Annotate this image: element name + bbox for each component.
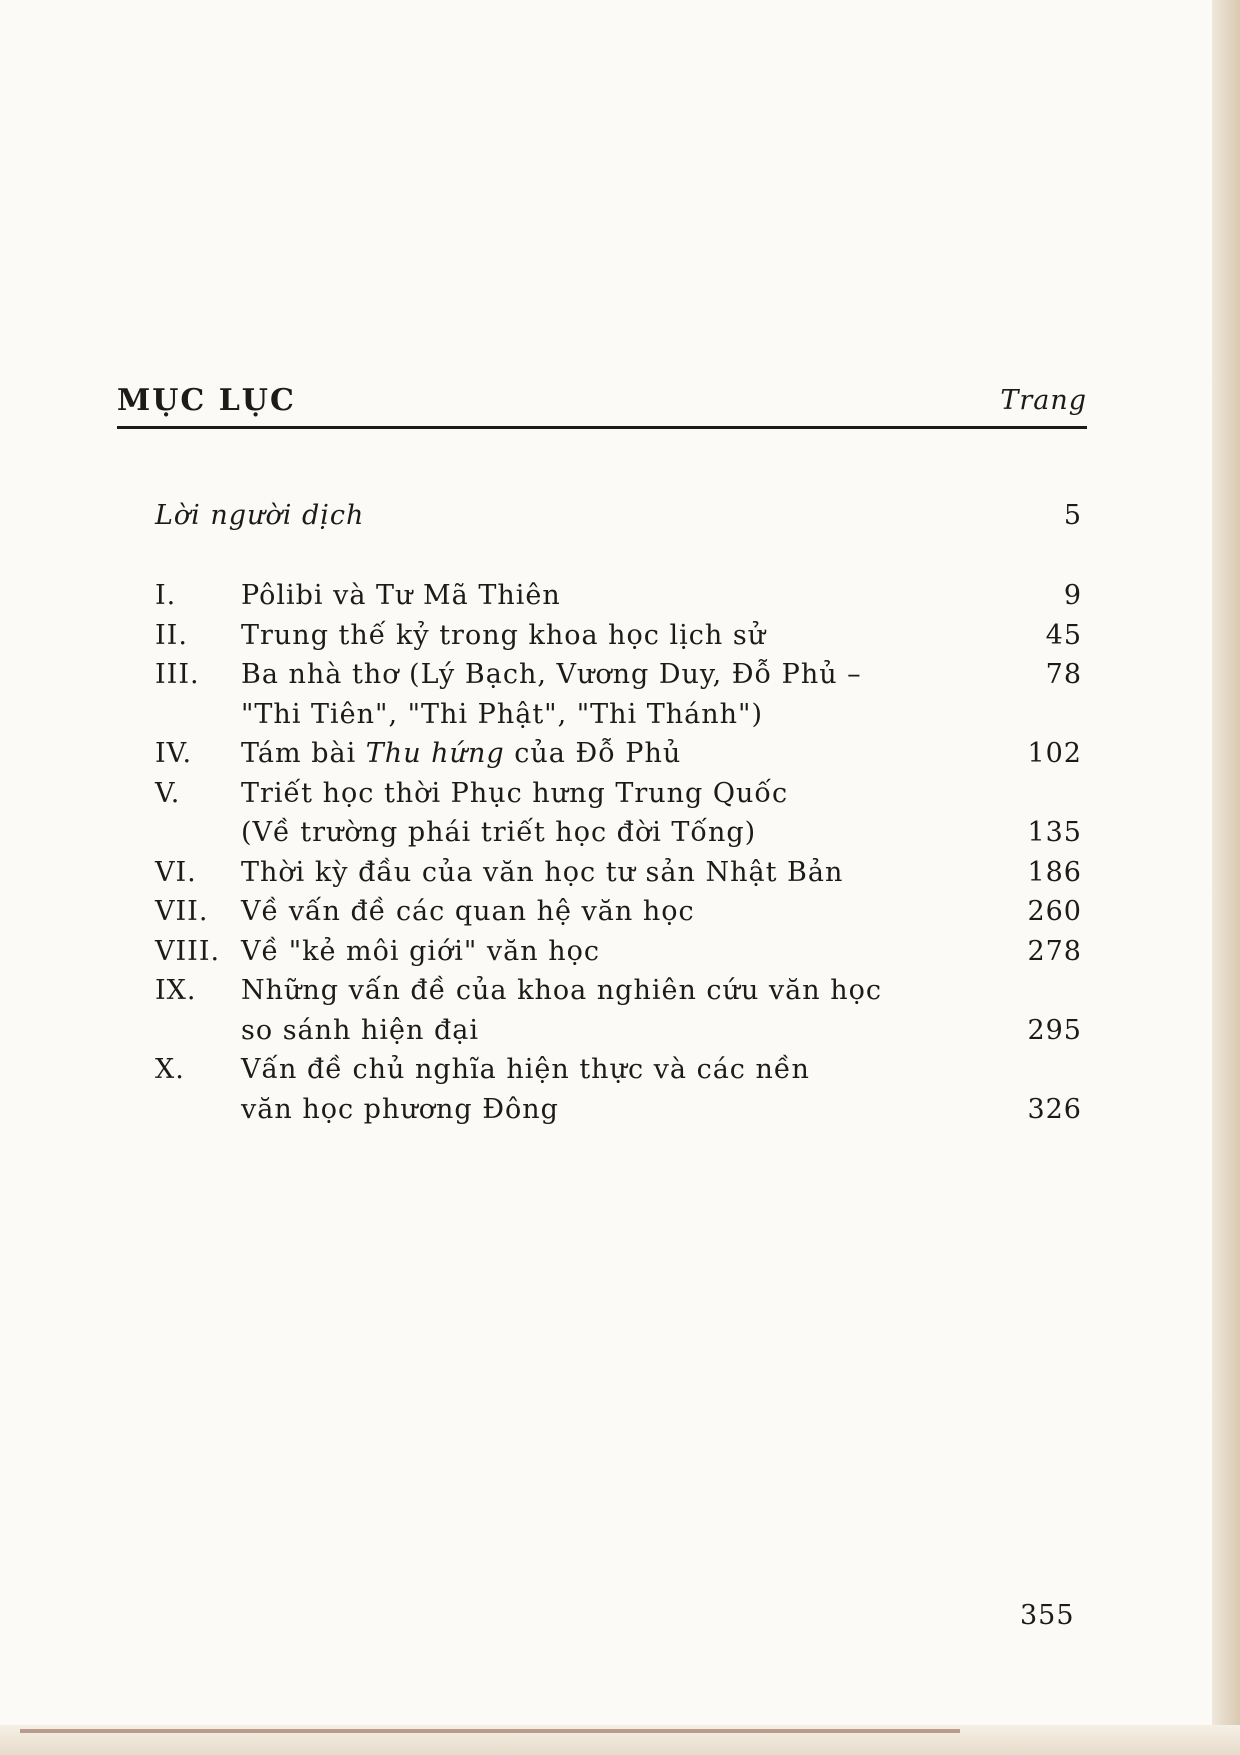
toc-entry (155, 975, 1087, 1054)
chapter-title-after: của Đỗ Phủ (504, 738, 682, 769)
chapter-page: 78 (1045, 659, 1082, 690)
chapter-title: Về vấn đề các quan hệ văn học (241, 896, 695, 927)
toc-entry (155, 857, 1087, 897)
toc-entry (155, 936, 1087, 976)
page-bottom-edge (0, 1725, 1240, 1755)
chapter-page: 326 (1027, 1093, 1082, 1125)
chapter-page: 9 (1063, 580, 1082, 611)
chapter-number: VI. (155, 856, 197, 888)
page-edge (1212, 0, 1240, 1755)
chapter-number: IX. (155, 975, 197, 1006)
chapter-page: 278 (1027, 935, 1082, 967)
chapter-number: IV. (155, 738, 193, 769)
toc-title: MỤC LỤC (117, 383, 296, 418)
page-column-label: Trang (1000, 385, 1087, 416)
preface-entry (155, 500, 1087, 540)
table-of-contents (155, 500, 1087, 1133)
chapter-page: 45 (1045, 619, 1082, 651)
chapter-number: III. (155, 659, 200, 690)
chapter-title: Ba nhà thơ (Lý Bạch, Vương Duy, Đỗ Phủ – (241, 659, 862, 690)
chapter-title: Pôlibi và Tư Mã Thiên (241, 580, 561, 611)
chapter-number: X. (155, 1054, 185, 1085)
chapter-title-continued: (Về trường phái triết học đời Tống) (241, 817, 757, 848)
chapter-page: 135 (1027, 817, 1082, 848)
chapter-title: Những vấn đề của khoa nghiên cứu văn học (241, 975, 883, 1006)
chapter-title (241, 738, 681, 769)
chapter-title-before: Tám bài (241, 738, 366, 769)
work-title-italic: Thu hứng (365, 738, 505, 769)
preface-title: Lời người dịch (155, 500, 365, 531)
chapter-page: 260 (1027, 896, 1082, 927)
toc-entry (155, 580, 1087, 620)
preface-page: 5 (1063, 500, 1082, 531)
chapter-title: Triết học thời Phục hưng Trung Quốc (241, 777, 789, 809)
toc-entry (155, 896, 1087, 936)
chapter-title-continued: "Thi Tiên", "Thi Phật", "Thi Thánh") (241, 698, 764, 730)
header-rule (117, 426, 1087, 429)
chapter-title-continued: so sánh hiện đại (241, 1014, 479, 1046)
toc-entry (155, 659, 1087, 738)
chapter-title: Trung thế kỷ trong khoa học lịch sử (241, 619, 767, 651)
chapter-number: VII. (155, 896, 209, 927)
chapter-number: V. (155, 777, 181, 809)
toc-entry (155, 620, 1087, 660)
toc-entry (155, 1054, 1087, 1133)
chapter-title: Về "kẻ môi giới" văn học (241, 935, 601, 967)
page-number: 355 (1020, 1600, 1075, 1631)
chapter-number: I. (155, 580, 177, 611)
chapter-page: 186 (1027, 856, 1082, 888)
chapter-title-continued: văn học phương Đông (241, 1093, 559, 1125)
chapter-page: 295 (1027, 1014, 1082, 1046)
chapter-number: VIII. (155, 935, 221, 967)
chapter-page: 102 (1027, 738, 1082, 769)
toc-entry (155, 778, 1087, 857)
binding-stripe (20, 1729, 960, 1733)
toc-entry (155, 738, 1087, 778)
chapter-title: Vấn đề chủ nghĩa hiện thực và các nền (241, 1054, 810, 1085)
chapter-number: II. (155, 619, 188, 651)
chapter-title: Thời kỳ đầu của văn học tư sản Nhật Bản (241, 856, 844, 888)
